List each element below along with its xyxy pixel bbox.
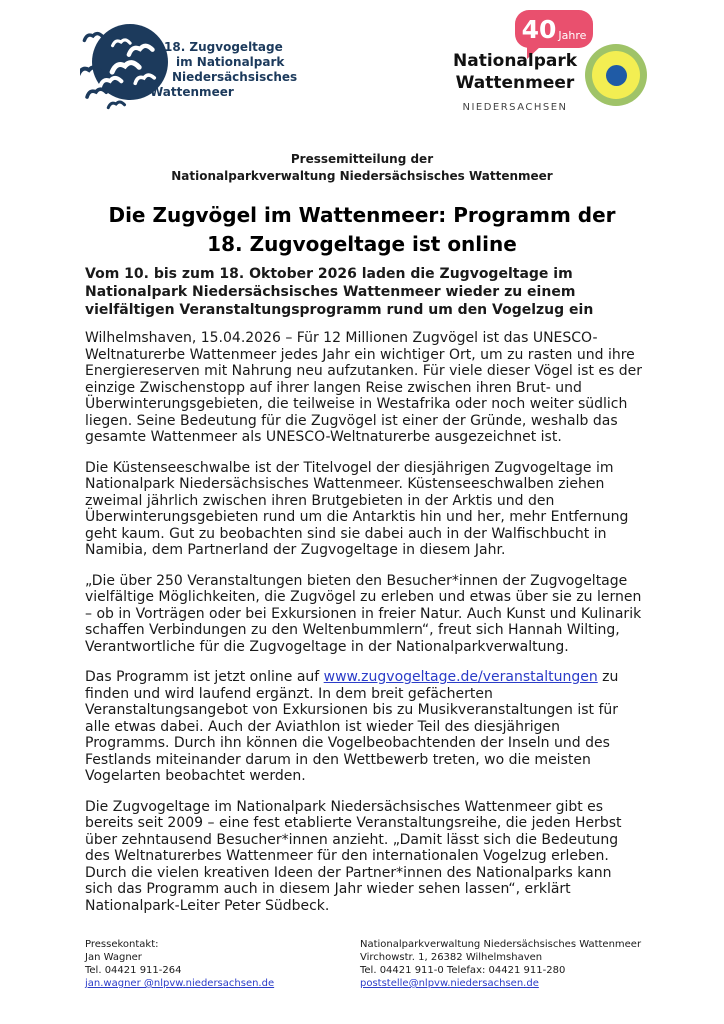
logo-text-line: im Nationalpark xyxy=(176,55,285,69)
paragraph-4-before-link: Das Programm ist jetzt online auf xyxy=(85,669,324,685)
logo-text-line: Wattenmeer xyxy=(150,85,234,99)
footer-administration xyxy=(360,938,645,990)
40-jahre-badge xyxy=(515,10,593,48)
badge-word: Jahre xyxy=(558,29,587,42)
page-title-line2: 18. Zugvogeltage ist online xyxy=(207,232,517,256)
footer xyxy=(85,938,645,990)
nationalpark-wattenmeer-logo xyxy=(453,8,658,123)
masthead xyxy=(0,151,724,185)
masthead-line1: Pressemitteilung der xyxy=(290,152,434,166)
paragraph-5: Die Zugvogeltage im Nationalpark Niedersächsisches Wattenmeer gibt es bereits seit 2009 – eine fest etablierte Veranstaltungsreihe, die jeden Herbst über zehntausend Besucher*innen anzieht. „Damit lässt sich die Bedeutung des Weltnaturerbes Wattenmeer für den internationalen Vogelzug erleben. Durch die vielen kreativen Ideen der Partner*innen des Nationalparks kann sich das Programm auch in diesem Jahr wieder sehen lassen“, erklärt Nationalpark-Leiter Peter Südbeck. xyxy=(85,798,622,914)
press-contact-phone: Tel. 04421 911-264 xyxy=(85,965,182,976)
page-title xyxy=(0,201,724,259)
logo-text-line: 18. Zugvogeltage xyxy=(164,40,283,54)
article-body xyxy=(85,265,642,928)
paragraph-4-after-link: zu finden und wird laufend ergänzt. In dem breit gefächerten Veranstaltungsangebot von Exkursionen bis zu Musikveranstaltungen ist für alle etwas dabei. Auch der Aviathlon ist wieder Teil des diesjährigen Programms. Durch ihn können die Vogelbeobachtenden der Inseln und des Festlands miteinander darum in den Wettbewerb treten, wo die meisten Vogelarten beobachtet werden. xyxy=(85,669,619,784)
administration-name: Nationalparkverwaltung Niedersächsisches Wattenmeer xyxy=(360,939,642,950)
footer-press-contact xyxy=(85,938,360,990)
badge-number: 40 xyxy=(521,15,557,44)
press-contact-label: Pressekontakt: xyxy=(85,939,159,950)
nationalpark-title xyxy=(453,50,577,94)
paragraph-2: Die Küstenseeschwalbe ist der Titelvogel der diesjährigen Zugvogeltage im Nationalpark Niedersächsisches Wattenmeer. Küstenseeschwalben ziehen zweimal jährlich zwischen ihren Brutgebieten in der Arktis und den Überwinterungsgebieten rund um die Antarktis hin und her, mehr Entfernung geht kaum. Gut zu beobachten sind sie dabei auch in der Walfischbucht in Namibia, dem Partnerland der Zugvogeltage in diesem Jahr. xyxy=(85,459,629,558)
administration-phone: Tel. 04421 911-0 Telefax: 04421 911-280 xyxy=(360,965,566,976)
nationalpark-title-line1: Nationalpark xyxy=(453,51,578,71)
ring-yellow xyxy=(592,51,640,99)
logo-text-line: Niedersächsisches xyxy=(172,70,298,84)
paragraph-1: Wilhelmshaven, 15.04.2026 – Für 12 Millionen Zugvögel ist das UNESCO-Weltnaturerbe Wattenmeer jedes Jahr ein wichtiger Ort, um zu rasten und ihre Energiereserven mit Nahrung neu aufzutanken. Für viele dieser Vögel ist es der einzige Zwischenstopp auf ihrer langen Reise zwischen ihren Brut- und Überwinterungsgebieten, die teilweise in Westafrika oder noch weiter südlich liegen. Seine Bedeutung für die Zugvögel ist einer der Gründe, weshalb das gesamte Wattenmeer als UNESCO-Weltnaturerbe ausgezeichnet ist. xyxy=(85,330,642,445)
nationalpark-title-line2: Wattenmeer xyxy=(455,73,575,93)
program-url-link[interactable]: www.zugvogeltage.de/veranstaltungen xyxy=(323,669,598,685)
paragraph-3: „Die über 250 Veranstaltungen bieten den Besucher*innen der Zugvogeltage vielfältige Möglichkeiten, die Zugvögel zu erleben und etwas über sie zu lernen – ob in Vorträgen oder bei Exkursionen in freier Natur. Auch Kunst und Kulinarik schaffen Verbindungen zu den Weltenbummlern“, freut sich Hannah Wilting, Verantwortliche für die Zugvogeltage in der Nationalparkverwaltung. xyxy=(85,572,642,655)
masthead-line2: Nationalparkverwaltung Niedersächsisches Wattenmeer xyxy=(171,169,553,183)
press-contact-name: Jan Wagner xyxy=(85,952,142,963)
paragraph-4 xyxy=(85,669,642,785)
wattenmeer-rings-icon xyxy=(585,44,647,106)
ring-blue-dot xyxy=(606,65,627,86)
page-title-line1: Die Zugvögel im Wattenmeer: Programm der xyxy=(108,203,616,227)
administration-email-link[interactable]: poststelle@nlpvw.niedersachsen.de xyxy=(360,978,539,989)
press-contact-email-link[interactable]: jan.wagner @nlpvw.niedersachsen.de xyxy=(85,978,275,989)
lead-paragraph: Vom 10. bis zum 18. Oktober 2026 laden die Zugvogeltage im Nationalpark Niedersächsisches Wattenmeer wieder zu einem vielfältigen Veranstaltungsprogramm rund um den Vogelzug ein xyxy=(85,266,594,318)
administration-address: Virchowstr. 1, 26382 Wilhelmshaven xyxy=(360,952,543,963)
niedersachsen-subtitle: NIEDERSACHSEN xyxy=(462,102,568,113)
zugvogeltage-logo xyxy=(80,16,310,116)
zugvogeltage-logo-text xyxy=(150,40,297,100)
